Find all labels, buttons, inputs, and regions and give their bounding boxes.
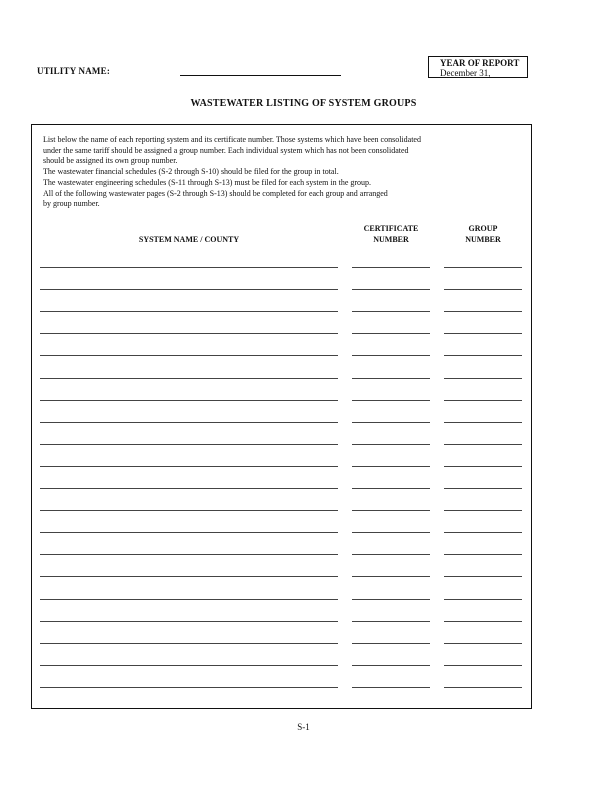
certificate-number-field[interactable] bbox=[352, 576, 430, 577]
group-number-field[interactable] bbox=[444, 488, 522, 489]
system-name-field[interactable] bbox=[40, 422, 338, 423]
system-name-field[interactable] bbox=[40, 333, 338, 334]
group-number-field[interactable] bbox=[444, 311, 522, 312]
group-number-field[interactable] bbox=[444, 444, 522, 445]
certificate-number-field[interactable] bbox=[352, 554, 430, 555]
certificate-number-field[interactable] bbox=[352, 400, 430, 401]
certificate-number-field[interactable] bbox=[352, 355, 430, 356]
page-number: S-1 bbox=[297, 722, 310, 732]
group-number-field[interactable] bbox=[444, 510, 522, 511]
system-name-field[interactable] bbox=[40, 466, 338, 467]
certificate-number-field[interactable] bbox=[352, 289, 430, 290]
system-name-field[interactable] bbox=[40, 267, 338, 268]
system-name-field[interactable] bbox=[40, 576, 338, 577]
instruction-line: by group number. bbox=[43, 199, 100, 209]
system-name-field[interactable] bbox=[40, 378, 338, 379]
page-title: WASTEWATER LISTING OF SYSTEM GROUPS bbox=[190, 98, 417, 109]
certificate-number-field[interactable] bbox=[352, 466, 430, 467]
system-name-field[interactable] bbox=[40, 488, 338, 489]
certificate-number-field[interactable] bbox=[352, 687, 430, 688]
column-header-system: SYSTEM NAME / COUNTY bbox=[138, 235, 240, 244]
group-number-field[interactable] bbox=[444, 621, 522, 622]
column-header-group-line2: NUMBER bbox=[465, 235, 501, 244]
column-header-certificate-line1: CERTIFICATE bbox=[363, 224, 419, 233]
certificate-number-field[interactable] bbox=[352, 333, 430, 334]
certificate-number-field[interactable] bbox=[352, 510, 430, 511]
system-name-field[interactable] bbox=[40, 532, 338, 533]
column-header-certificate bbox=[352, 223, 430, 245]
utility-name-label: UTILITY NAME: bbox=[37, 66, 111, 76]
group-number-field[interactable] bbox=[444, 532, 522, 533]
group-number-field[interactable] bbox=[444, 554, 522, 555]
system-name-field[interactable] bbox=[40, 289, 338, 290]
certificate-number-field[interactable] bbox=[352, 422, 430, 423]
group-number-field[interactable] bbox=[444, 289, 522, 290]
certificate-number-field[interactable] bbox=[352, 599, 430, 600]
group-number-field[interactable] bbox=[444, 665, 522, 666]
system-name-field[interactable] bbox=[40, 665, 338, 666]
column-header-group-line1: GROUP bbox=[468, 224, 498, 233]
system-name-field[interactable] bbox=[40, 621, 338, 622]
instruction-line: List below the name of each reporting system and its certificate number. Those systems which have been consolidated bbox=[43, 135, 421, 144]
group-number-field[interactable] bbox=[444, 599, 522, 600]
group-number-field[interactable] bbox=[444, 378, 522, 379]
group-number-field[interactable] bbox=[444, 333, 522, 334]
instruction-line: All of the following wastewater pages (S-2 through S-13) should be completed for each group and arranged bbox=[43, 188, 388, 198]
certificate-number-field[interactable] bbox=[352, 267, 430, 268]
certificate-number-field[interactable] bbox=[352, 311, 430, 312]
certificate-number-field[interactable] bbox=[352, 621, 430, 622]
system-name-field[interactable] bbox=[40, 400, 338, 401]
certificate-number-field[interactable] bbox=[352, 444, 430, 445]
group-number-field[interactable] bbox=[444, 687, 522, 688]
certificate-number-field[interactable] bbox=[352, 532, 430, 533]
group-number-field[interactable] bbox=[444, 422, 522, 423]
utility-name-field[interactable] bbox=[180, 75, 341, 76]
system-name-field[interactable] bbox=[40, 687, 338, 688]
year-of-report-value[interactable]: December 31, bbox=[440, 68, 491, 78]
year-of-report-title: YEAR OF REPORT bbox=[440, 58, 520, 68]
instructions-block bbox=[43, 135, 513, 210]
instruction-line: under the same tariff should be assigned a group number. Each individual system which has not been consolidated bbox=[43, 145, 409, 155]
group-number-field[interactable] bbox=[444, 576, 522, 577]
group-number-field[interactable] bbox=[444, 643, 522, 644]
year-of-report-box bbox=[428, 56, 528, 78]
instruction-line: The wastewater engineering schedules (S-11 through S-13) must be filed for each system in the group. bbox=[43, 177, 372, 187]
system-name-field[interactable] bbox=[40, 444, 338, 445]
group-number-field[interactable] bbox=[444, 267, 522, 268]
certificate-number-field[interactable] bbox=[352, 378, 430, 379]
group-number-field[interactable] bbox=[444, 355, 522, 356]
column-header-certificate-line2: NUMBER bbox=[373, 235, 409, 244]
system-name-field[interactable] bbox=[40, 599, 338, 600]
system-name-field[interactable] bbox=[40, 643, 338, 644]
certificate-number-field[interactable] bbox=[352, 488, 430, 489]
certificate-number-field[interactable] bbox=[352, 665, 430, 666]
system-name-field[interactable] bbox=[40, 355, 338, 356]
certificate-number-field[interactable] bbox=[352, 643, 430, 644]
column-header-group bbox=[443, 223, 523, 245]
group-number-field[interactable] bbox=[444, 400, 522, 401]
system-name-field[interactable] bbox=[40, 510, 338, 511]
instruction-line: should be assigned its own group number. bbox=[43, 156, 178, 166]
group-number-field[interactable] bbox=[444, 466, 522, 467]
system-name-field[interactable] bbox=[40, 554, 338, 555]
instruction-line: The wastewater financial schedules (S-2 through S-10) should be filed for the group in total. bbox=[43, 167, 339, 177]
system-name-field[interactable] bbox=[40, 311, 338, 312]
